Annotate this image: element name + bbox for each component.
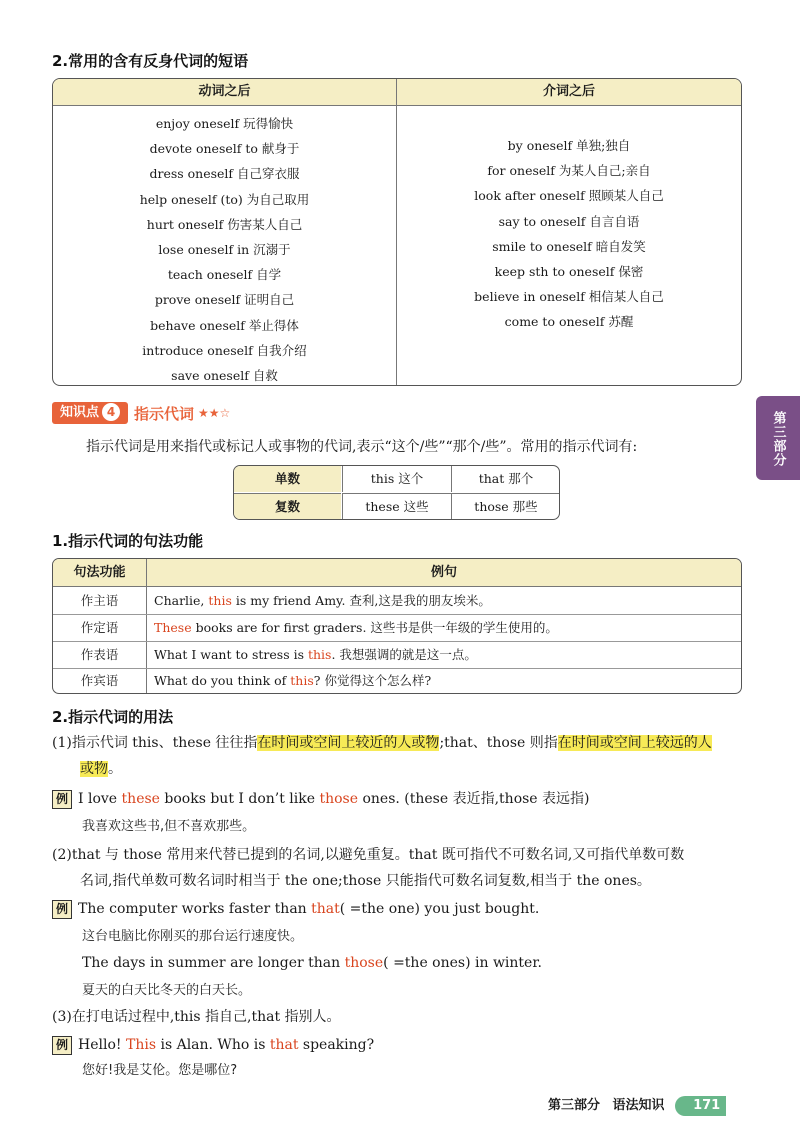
usage-point-2-cont: 名词,指代单数可数名词时相当于 the one;those 只能指代可数名词复数,相当于 the ones。 [80, 873, 651, 889]
list-item: believe in oneself 相信某人自己 [474, 289, 664, 305]
list-item: hurt oneself 伤害某人自己 [146, 216, 303, 232]
example-3: The days in summer are longer than those( =the ones) in winter. [82, 955, 542, 971]
knowledge-point-heading [52, 402, 230, 424]
list-item: prove oneself 证明自己 [154, 292, 295, 308]
list-item: save oneself 自救 [171, 367, 278, 383]
example-1-translation: 我喜欢这些书,但不喜欢那些。 [82, 819, 256, 834]
list-item: devote oneself to 献身于 [149, 141, 300, 157]
section-title-phrases: 2.常用的含有反身代词的短语 [52, 52, 249, 70]
section-title-syntax: 1.指示代词的句法功能 [52, 532, 204, 550]
list-item: teach oneself 自学 [167, 267, 282, 283]
knowledge-point-title: 指示代词 [134, 404, 195, 423]
table-row: 作定语 These books are for first graders. 这些书是供一年级的学生使用的。 [53, 614, 741, 642]
example-2-translation: 这台电脑比你刚买的那台运行速度快。 [82, 929, 304, 944]
table-row: 作宾语 What do you think of this? 你觉得这个怎么样? [80, 673, 432, 688]
table-row: 作主语 Charlie, this is my friend Amy. 查利,这是我的朋友埃米。 [53, 587, 741, 615]
syntax-table-header [53, 559, 741, 587]
list-item: smile to oneself 暗自发笑 [492, 238, 646, 254]
example-label: 例 [52, 790, 72, 809]
side-tab: 第三部分 [756, 396, 800, 480]
list-item: enjoy oneself 玩得愉快 [155, 116, 294, 131]
example-4: 例 Hello! This is Alan. Who is that speaking? [52, 1032, 374, 1058]
header-after-verb: 动词之后 [198, 84, 251, 99]
usage-point-2: (2)that 与 those 常用来代替已提到的名词,以避免重复。that 既可指代不可数名词,又可指代单数可数 [52, 847, 685, 863]
cell-that: that 那个 [451, 466, 560, 492]
example-2: 例 The computer works faster than that( =the one) you just bought. [52, 896, 539, 922]
right-phrase-list [397, 133, 741, 335]
list-item: help oneself (to) 为自己取用 [139, 191, 310, 207]
singular-label: 单数 [234, 466, 341, 492]
usage-point-3: (3)在打电话过程中,this 指自己,that 指别人。 [52, 1009, 341, 1025]
header-after-preposition: 介词之后 [542, 84, 595, 99]
example-3-translation: 夏天的白天比冬天的白天长。 [82, 983, 252, 998]
list-item: keep sth to oneself 保密 [494, 263, 644, 279]
list-item: look after oneself 照顾某人自己 [474, 188, 664, 204]
cell-this: this 这个 [342, 466, 451, 492]
cell-these: these 这些 [342, 493, 451, 520]
example-label: 例 [52, 900, 72, 919]
difficulty-stars-icon: ★★☆ [198, 406, 231, 420]
intro-paragraph: 指示代词是用来指代或标记人或事物的代词,表示“这个/些”“那个/些”。常用的指示代词有: [86, 439, 638, 455]
list-item: behave oneself 举止得体 [150, 317, 299, 333]
example-4-translation: 您好!我是艾伦。您是哪位? [82, 1063, 238, 1078]
footer-section: 语法知识 [612, 1098, 665, 1113]
list-item: for oneself 为某人自己;亲自 [487, 163, 651, 179]
pronoun-table [233, 465, 560, 520]
list-item: dress oneself 自己穿衣服 [149, 166, 300, 182]
table-row: 作表语 What I want to stress is this. 我想强调的就是这一点。 [53, 641, 741, 669]
page-number: 171 [675, 1096, 726, 1116]
plural-label: 复数 [234, 493, 341, 520]
usage-point-1: (1)指示代词 this、these 往往指在时间或空间上较近的人或物;that、those 则指在时间或空间上较远的人 [52, 735, 712, 751]
knowledge-point-number: 4 [102, 403, 120, 421]
list-item: introduce oneself 自我介绍 [142, 342, 307, 358]
footer-part: 第三部分 [548, 1098, 601, 1113]
list-item: by oneself 单独;独自 [507, 138, 631, 153]
syntax-table [52, 558, 742, 694]
header-example: 例句 [430, 565, 457, 580]
list-item: say to oneself 自言自语 [498, 213, 640, 229]
left-phrase-list [53, 111, 396, 386]
list-item: come to oneself 苏醒 [504, 314, 634, 330]
page-footer [548, 1094, 726, 1116]
section-title-usage: 2.指示代词的用法 [52, 708, 174, 726]
list-item: lose oneself in 沉溺于 [158, 241, 291, 257]
phrases-table-header [53, 79, 741, 106]
example-label: 例 [52, 1036, 72, 1055]
header-function: 句法功能 [73, 565, 126, 580]
example-1: 例 I love these books but I don’t like those ones. (these 表近指,those 表远指) [52, 786, 590, 812]
phrases-table [52, 78, 742, 386]
knowledge-point-badge: 知识点 4 [52, 402, 128, 424]
cell-those: those 那些 [451, 493, 560, 520]
usage-point-1-cont: 或物。 [80, 761, 122, 777]
